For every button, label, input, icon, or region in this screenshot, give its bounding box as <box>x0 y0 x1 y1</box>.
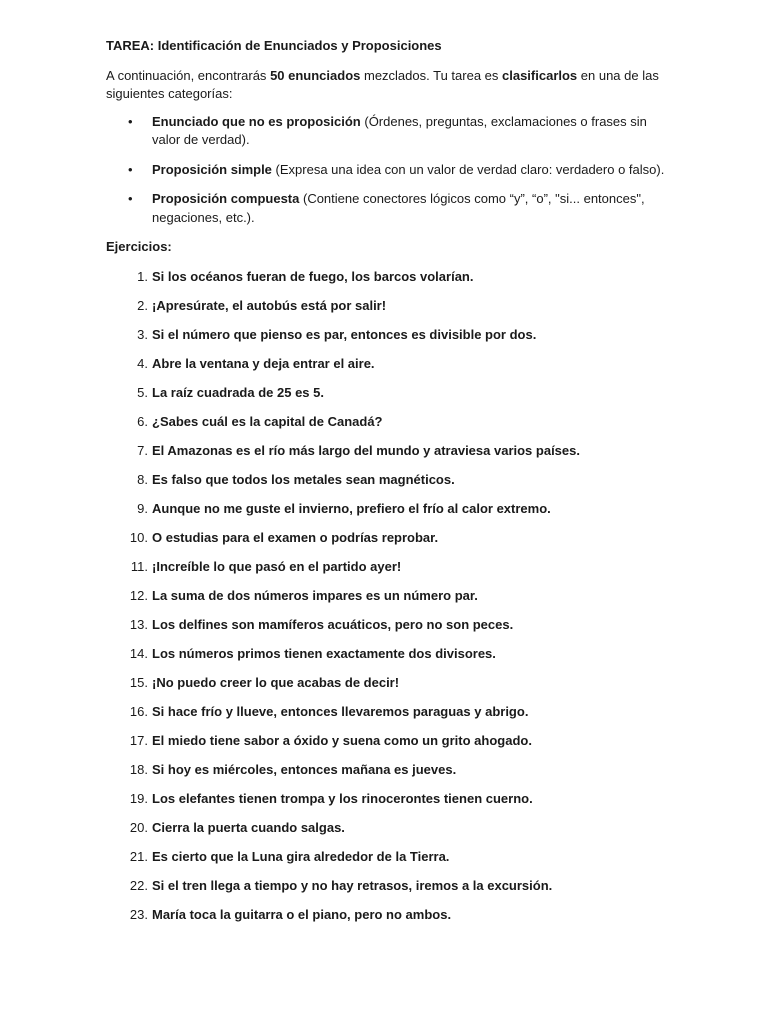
exercise-item <box>106 297 666 315</box>
exercise-number: 3. <box>137 326 148 342</box>
exercise-item <box>106 616 666 634</box>
intro-text-2: mezclados. Tu tarea es <box>360 67 502 83</box>
exercise-number: 14. <box>129 645 148 661</box>
exercise-text: Aunque no me guste el invierno, prefiero el frío al calor extremo. <box>152 500 551 516</box>
exercise-item <box>106 384 666 402</box>
exercise-number: 19. <box>129 790 148 806</box>
bullet-icon: • <box>128 113 133 129</box>
exercise-number: 2. <box>137 297 148 313</box>
exercise-number: 8. <box>137 471 148 487</box>
exercise-text: Si hace frío y llueve, entonces llevaremos paraguas y abrigo. <box>152 703 529 719</box>
intro-text-1: A continuación, encontrarás <box>106 67 271 83</box>
exercise-number: 1. <box>137 268 148 284</box>
exercise-text: Si los océanos fueran de fuego, los barcos volarían. <box>152 268 474 284</box>
category-list <box>106 113 666 228</box>
exercise-item <box>106 442 666 460</box>
exercise-number: 7. <box>137 442 148 458</box>
exercise-text: Si el tren llega a tiempo y no hay retrasos, iremos a la excursión. <box>152 877 553 893</box>
exercise-text: Es falso que todos los metales sean magnéticos. <box>152 471 455 487</box>
exercise-item <box>106 877 666 895</box>
exercise-item <box>106 558 666 576</box>
exercise-item <box>106 674 666 692</box>
exercise-text: Abre la ventana y deja entrar el aire. <box>152 355 375 371</box>
exercise-number: 15. <box>129 674 148 690</box>
intro-paragraph <box>106 67 666 104</box>
exercise-number: 18. <box>129 761 148 777</box>
exercise-item <box>106 819 666 837</box>
exercise-text: ¿Sabes cuál es la capital de Canadá? <box>152 413 383 429</box>
exercise-text: María toca la guitarra o el piano, pero no ambos. <box>152 906 452 922</box>
exercise-item <box>106 732 666 750</box>
exercise-number: 12. <box>129 587 148 603</box>
exercise-item <box>106 355 666 373</box>
exercise-number: 23. <box>129 906 148 922</box>
category-item <box>106 161 666 180</box>
exercise-text: La suma de dos números impares es un número par. <box>152 587 478 603</box>
exercise-item <box>106 790 666 808</box>
intro-bold-count: 50 enunciados <box>270 67 361 83</box>
exercise-number: 17. <box>129 732 148 748</box>
exercise-number: 4. <box>137 355 148 371</box>
exercise-number: 16. <box>129 703 148 719</box>
exercise-item <box>106 587 666 605</box>
intro-text-3: en una de las siguientes categorías: <box>106 67 659 101</box>
exercise-item <box>106 413 666 431</box>
exercise-text: ¡Apresúrate, el autobús está por salir! <box>152 297 387 313</box>
bullet-icon: • <box>128 161 133 177</box>
exercise-text: Si hoy es miércoles, entonces mañana es jueves. <box>152 761 457 777</box>
exercise-text: Los elefantes tienen trompa y los rinocerontes tienen cuerno. <box>152 790 533 806</box>
category-name: Enunciado que no es proposición <box>152 113 361 129</box>
exercise-item <box>106 529 666 547</box>
exercise-number: 9. <box>137 500 148 516</box>
exercise-number: 22. <box>129 877 148 893</box>
exercise-item <box>106 471 666 489</box>
bullet-icon: • <box>128 191 133 206</box>
exercise-item <box>106 326 666 344</box>
exercise-number: 20. <box>129 819 148 835</box>
category-name: Proposición simple <box>152 161 272 177</box>
exercise-text: Es cierto que la Luna gira alrededor de la Tierra. <box>152 848 450 864</box>
exercise-text: ¡Increíble lo que pasó en el partido ayer! <box>152 558 402 574</box>
category-name: Proposición compuesta <box>152 191 300 206</box>
exercise-number: 13. <box>129 616 148 632</box>
exercise-list <box>106 268 666 924</box>
exercise-item <box>106 703 666 721</box>
exercise-item <box>106 848 666 866</box>
page-title: TAREA: Identificación de Enunciados y Proposiciones <box>106 38 442 53</box>
exercise-number: 21. <box>129 848 148 864</box>
exercise-text: Los delfines son mamíferos acuáticos, pero no son peces. <box>152 616 514 632</box>
category-item <box>106 190 666 227</box>
category-desc: (Órdenes, preguntas, exclamaciones o frases sin valor de verdad). <box>152 113 647 147</box>
exercise-text: Si el número que pienso es par, entonces es divisible por dos. <box>152 326 537 342</box>
exercise-number: 10. <box>129 529 148 545</box>
exercise-number: 5. <box>137 384 148 400</box>
exercise-text: Los números primos tienen exactamente dos divisores. <box>152 645 496 661</box>
category-item <box>106 113 666 150</box>
exercise-text: El miedo tiene sabor a óxido y suena como un grito ahogado. <box>152 732 532 748</box>
exercise-item <box>106 906 666 924</box>
exercise-text: ¡No puedo creer lo que acabas de decir! <box>152 674 400 690</box>
exercises-heading: Ejercicios: <box>106 239 172 254</box>
category-desc: (Contiene conectores lógicos como “y”, “o”, "si... entonces", negaciones, etc.). <box>152 191 645 225</box>
exercise-item <box>106 761 666 779</box>
exercise-number: 11. <box>130 558 148 574</box>
exercise-item <box>106 500 666 518</box>
exercise-text: La raíz cuadrada de 25 es 5. <box>152 384 324 400</box>
exercise-text: El Amazonas es el río más largo del mundo y atraviesa varios países. <box>152 442 580 458</box>
exercise-text: O estudias para el examen o podrías reprobar. <box>152 529 439 545</box>
document-page <box>106 37 666 935</box>
intro-bold-classify: clasificarlos <box>502 67 578 83</box>
exercise-number: 6. <box>137 413 148 429</box>
category-desc: (Expresa una idea con un valor de verdad claro: verdadero o falso). <box>271 161 665 177</box>
exercise-item <box>106 268 666 286</box>
exercise-text: Cierra la puerta cuando salgas. <box>152 819 345 835</box>
exercise-item <box>106 645 666 663</box>
